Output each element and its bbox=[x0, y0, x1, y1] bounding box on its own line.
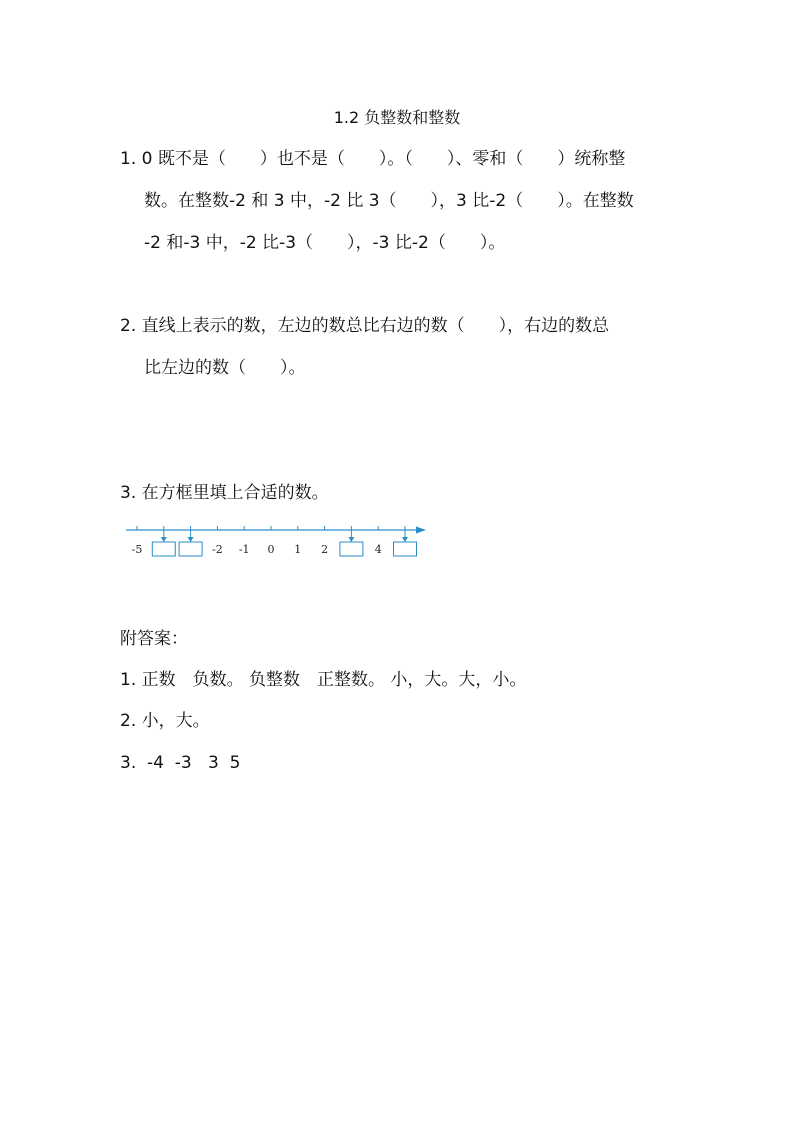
number-line-tick-label: 0 bbox=[267, 543, 275, 556]
answer-2: 2. 小，大。 bbox=[120, 711, 210, 731]
question-1-line-1: 1. 0 既不是（ ）也不是（ ）。（ ）、零和（ ）统称整 bbox=[120, 149, 626, 169]
page-title: 1.2 负整数和整数 bbox=[333, 108, 461, 127]
number-line-tick-label: -1 bbox=[238, 543, 250, 556]
number-line-tick-label: 2 bbox=[321, 543, 329, 556]
question-2-line-1: 2. 直线上表示的数，左边的数总比右边的数（ ），右边的数总 bbox=[120, 316, 610, 336]
question-2-line-2: 比左边的数（ ）。 bbox=[144, 358, 306, 378]
question-3-prompt: 3. 在方框里填上合适的数。 bbox=[120, 483, 329, 503]
answer-3: 3. -4 -3 3 5 bbox=[120, 753, 241, 773]
number-line-svg bbox=[120, 520, 440, 560]
number-line-pointer-arrow bbox=[161, 537, 167, 542]
number-line-tick-label: -5 bbox=[131, 543, 143, 556]
question-1-line-3: -2 和-3 中，-2 比-3（ ），-3 比-2（ ）。 bbox=[144, 233, 506, 253]
number-line-answer-box bbox=[179, 542, 202, 556]
number-line-answer-box bbox=[340, 542, 363, 556]
number-line-arrowhead bbox=[416, 527, 426, 534]
number-line-tick-label: 1 bbox=[294, 543, 302, 556]
number-line-tick-label: -2 bbox=[212, 543, 223, 556]
question-1-line-2: 数。在整数-2 和 3 中，-2 比 3（ ），3 比-2（ ）。在整数 bbox=[144, 191, 634, 211]
number-line-tick-label: 4 bbox=[374, 543, 382, 556]
number-line-pointer-arrow bbox=[402, 537, 408, 542]
number-line-answer-box bbox=[394, 542, 417, 556]
number-line-pointer-arrow bbox=[188, 537, 194, 542]
answers-heading: 附答案： bbox=[120, 629, 188, 649]
number-line-answer-box bbox=[152, 542, 175, 556]
answer-1: 1. 正数 负数。 负整数 正整数。 小，大。大，小。 bbox=[120, 670, 527, 690]
number-line bbox=[120, 520, 440, 560]
number-line-pointer-arrow bbox=[348, 537, 354, 542]
